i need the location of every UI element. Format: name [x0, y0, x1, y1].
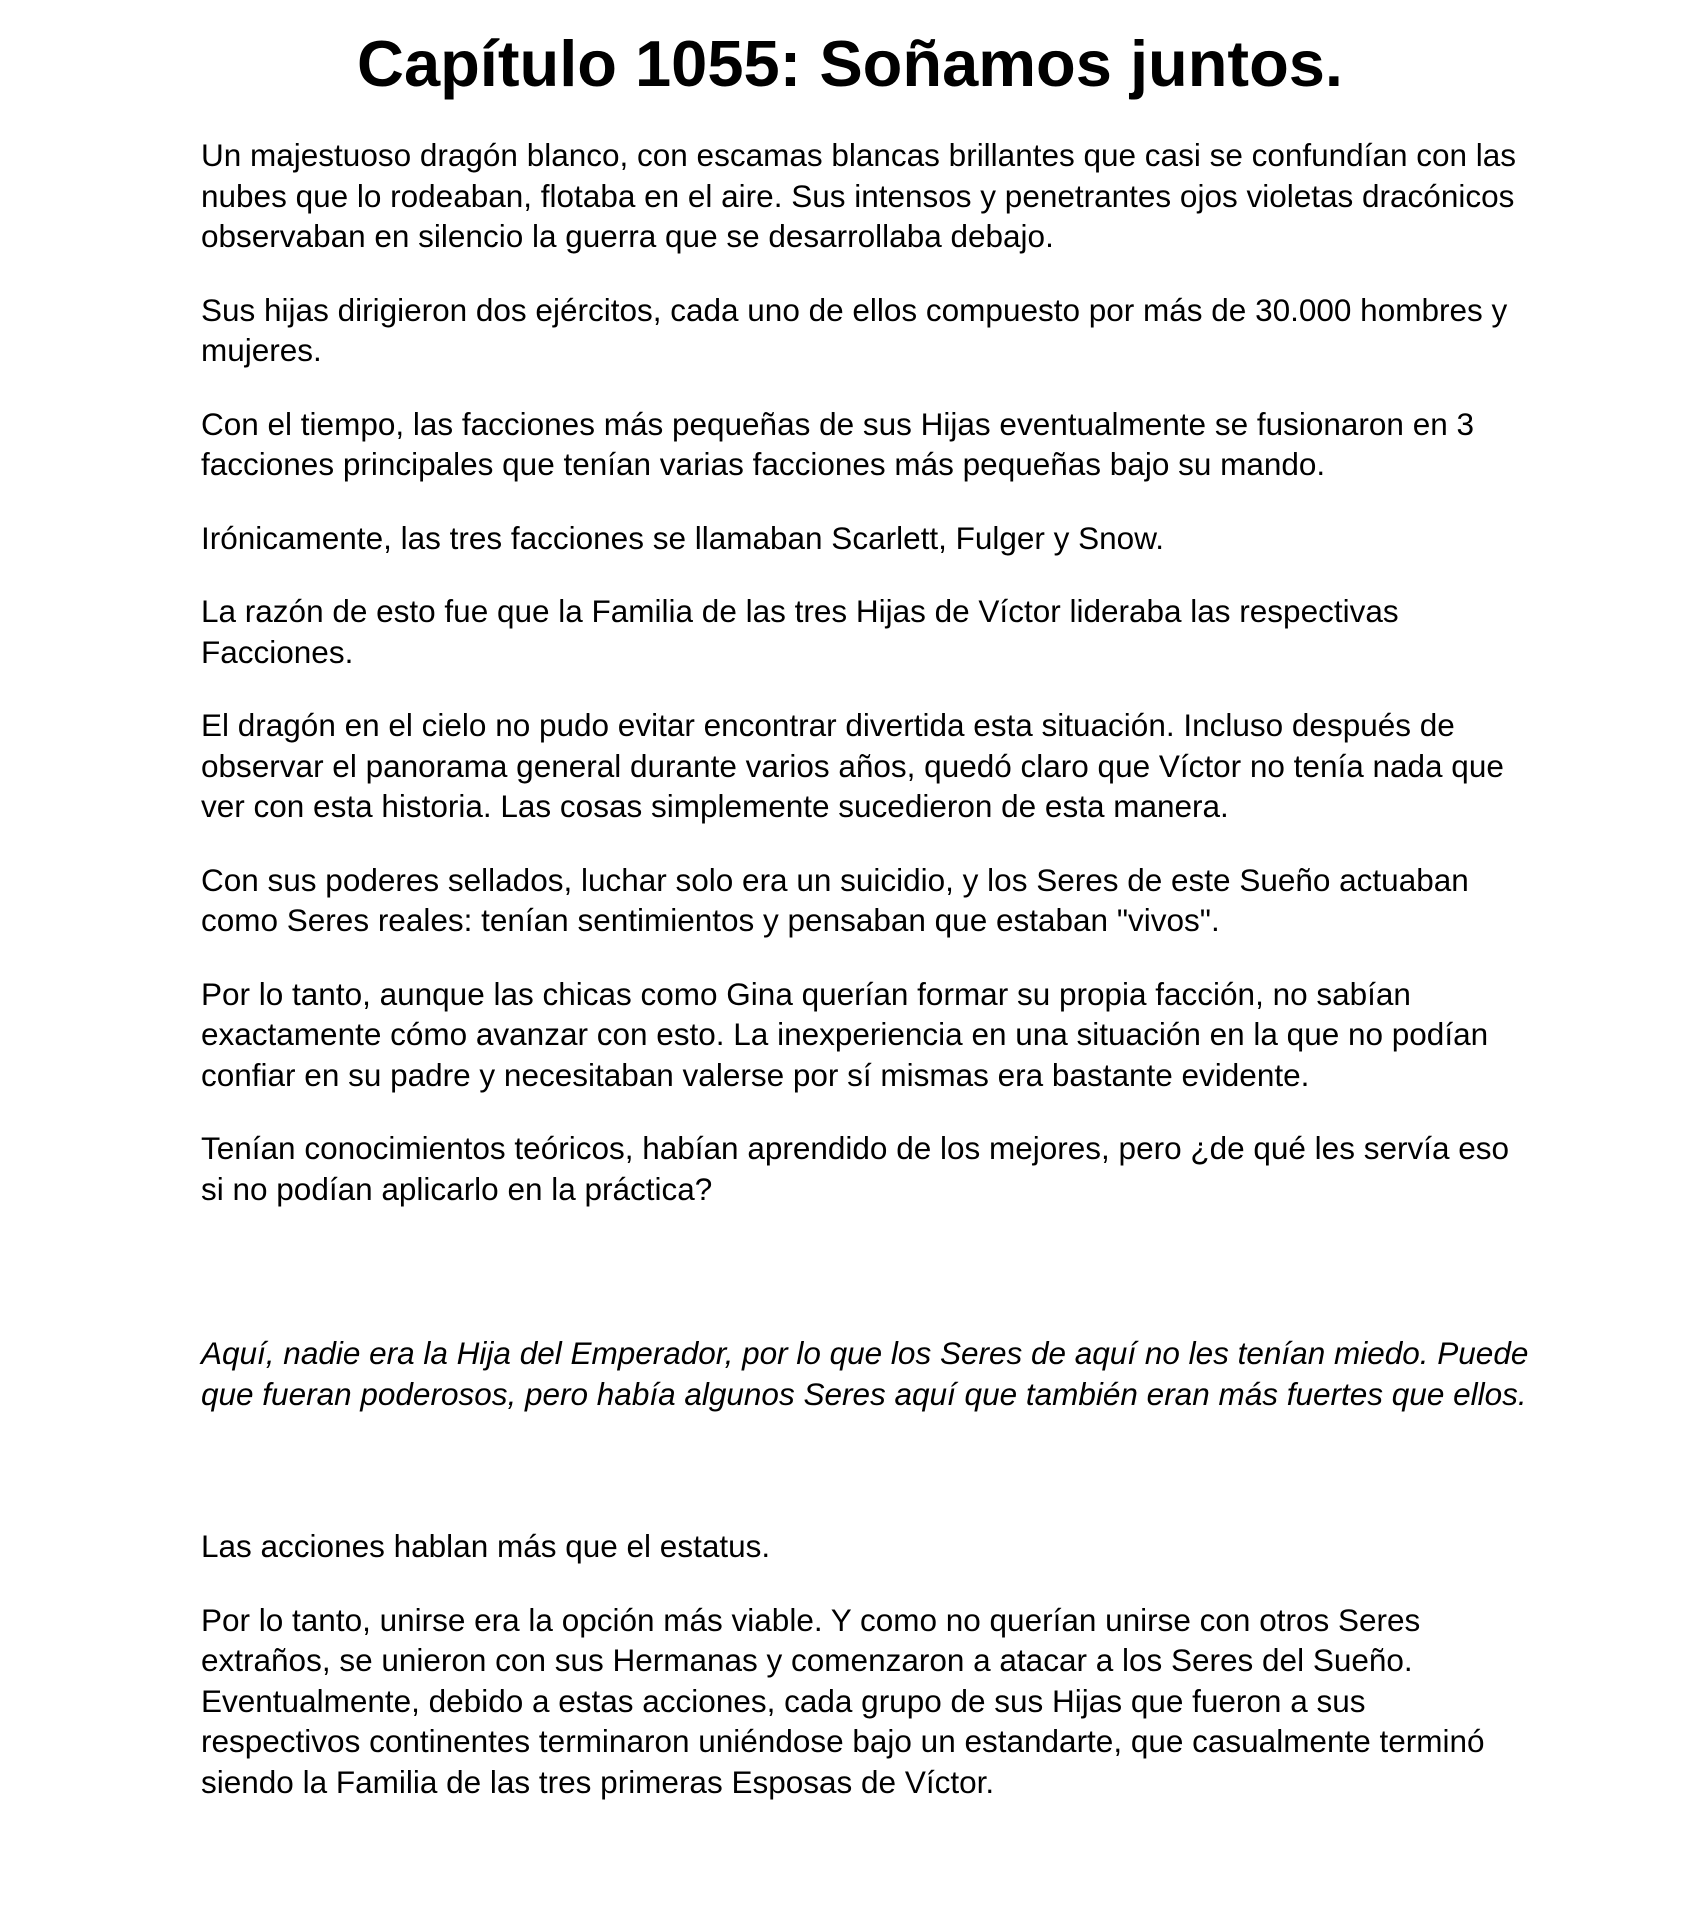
paragraph: Tenían conocimientos teóricos, habían aprendido de los mejores, pero ¿de qué les servía eso si no podían aplicarlo en la práctica?	[201, 1130, 1510, 1207]
paragraph: Por lo tanto, aunque las chicas como Gina querían formar su propia facción, no sabían exactamente cómo avanzar con esto. La inexperiencia en una situación en la que no podían confiar en su padre y necesitaban valerse por sí mismas era bastante evidente.	[201, 975, 1489, 1093]
chapter-body	[201, 135, 1531, 1835]
paragraph: Las acciones hablan más que el estatus.	[201, 1528, 771, 1564]
paragraph: Con el tiempo, las facciones más pequeñas de sus Hijas eventualmente se fusionaron en 3 facciones principales que tenían varias facciones más pequeñas bajo su mando.	[201, 405, 1474, 482]
paragraph: Irónicamente, las tres facciones se llamaban Scarlett, Fulger y Snow.	[201, 519, 1164, 556]
paragraph: Un majestuoso dragón blanco, con escamas blancas brillantes que casi se confundían con las nubes que lo rodeaban, flotaba en el aire. Sus intensos y penetrantes ojos violetas dracónicos observaban en silencio la guerra que se desarrollaba debajo.	[201, 137, 1517, 254]
italic-paragraph: Aquí, nadie era la Hija del Emperador, por lo que los Seres de aquí no les tenían miedo. Puede que fueran poderosos, pero había algunos Seres aquí que también eran más fuertes que ellos.	[201, 1335, 1529, 1412]
paragraph: El dragón en el cielo no pudo evitar encontrar divertida esta situación. Incluso después de observar el panorama general durante varios años, quedó claro que Víctor no tenía nada que ver con esta historia. Las cosas simplemente sucedieron de esta manera.	[201, 707, 1504, 824]
paragraph: La razón de esto fue que la Familia de las tres Hijas de Víctor lideraba las respectivas Facciones.	[201, 593, 1399, 670]
paragraph: Sus hijas dirigieron dos ejércitos, cada uno de ellos compuesto por más de 30.000 hombres y mujeres.	[201, 291, 1508, 368]
chapter-title: Capítulo 1055: Soñamos juntos.	[357, 27, 1343, 100]
paragraph: Por lo tanto, unirse era la opción más viable. Y como no querían unirse con otros Seres extraños, se unieron con sus Hermanas y comenzaron a atacar a los Seres del Sueño. Eventualmente, debido a estas acciones, cada grupo de sus Hijas que fueron a sus respectivos continentes terminaron uniéndose bajo un estandarte, que casualmente terminó siendo la Familia de las tres primeras Esposas de Víctor.	[201, 1601, 1485, 1800]
paragraph: Con sus poderes sellados, luchar solo era un suicidio, y los Seres de este Sueño actuaban como Seres reales: tenían sentimientos y pensaban que estaban "vivos".	[201, 861, 1469, 938]
